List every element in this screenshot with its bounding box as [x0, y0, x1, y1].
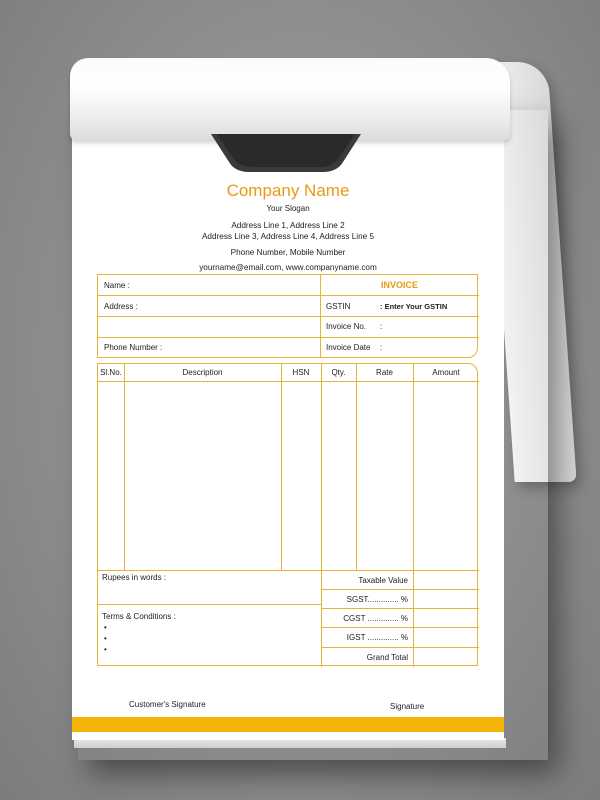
invoice-date-separator: :: [380, 343, 383, 352]
column-divider: [321, 364, 322, 667]
column-header-description: Description: [182, 368, 223, 377]
gstin-label: GSTIN: [326, 302, 351, 311]
phone-line: Phone Number, Mobile Number: [230, 248, 346, 257]
column-divider: [281, 364, 282, 570]
info-row-line: [98, 295, 320, 296]
sgst-label: SGST.............. %: [346, 595, 408, 604]
invoice-date-label: Invoice Date: [326, 343, 371, 352]
phone-label: Phone Number :: [104, 343, 163, 352]
invoice-no-separator: :: [380, 322, 383, 331]
invoice-title: INVOICE: [380, 280, 418, 290]
terms-bullet: •: [104, 645, 107, 654]
cgst-label: CGST .............. %: [343, 614, 408, 623]
column-header-qty: Qty.: [331, 368, 346, 377]
address-line-1: Address Line 1, Address Line 2: [231, 221, 345, 230]
taxable-value-label: Taxable Value: [358, 576, 408, 585]
info-row-line: [98, 316, 320, 317]
contact-line: yourname@email.com, www.companyname.com: [199, 263, 377, 272]
name-label: Name :: [104, 281, 130, 290]
gstin-value: : Enter Your GSTIN: [380, 302, 448, 311]
company-slogan: Your Slogan: [266, 204, 310, 213]
igst-label: IGST .............. %: [346, 633, 408, 642]
column-header-amount: Amount: [432, 368, 460, 377]
section-divider: [98, 604, 321, 605]
totals-row-line: [321, 608, 479, 609]
totals-row-line: [321, 589, 479, 590]
info-row-line: [320, 337, 479, 338]
grand-total-label: Grand Total: [366, 653, 408, 662]
totals-row-line: [321, 647, 479, 648]
column-header-rate: Rate: [376, 368, 393, 377]
terms-bullet: •: [104, 634, 107, 643]
column-divider: [356, 364, 357, 570]
company-name: Company Name: [226, 181, 350, 200]
column-divider: [413, 364, 414, 667]
rupees-in-words-label: Rupees in words :: [102, 573, 167, 582]
column-divider: [124, 364, 125, 570]
footer-accent-bar: [72, 717, 504, 732]
column-header-slno: Sl.No.: [100, 368, 122, 377]
company-header: [72, 180, 504, 273]
table-header-line: [98, 381, 479, 382]
info-box: [97, 274, 478, 358]
terms-bullet: •: [104, 623, 107, 632]
totals-row-line: [321, 627, 479, 628]
info-row-line: [98, 337, 320, 338]
address-label: Address :: [104, 302, 138, 311]
info-row-line: [320, 295, 479, 296]
invoice-no-label: Invoice No.: [326, 322, 367, 331]
authorized-signature-label: Signature: [390, 702, 425, 711]
address-line-2: Address Line 3, Address Line 4, Address Line 5: [201, 232, 375, 241]
terms-label: Terms & Conditions :: [102, 612, 176, 621]
column-header-hsn: HSN: [292, 368, 310, 377]
info-row-line: [320, 316, 479, 317]
items-table: [97, 363, 478, 666]
totals-top-line: [98, 570, 479, 571]
page-roll: [70, 58, 510, 140]
customer-signature-label: Customer's Signature: [129, 700, 206, 709]
address-block: [72, 220, 504, 242]
binding-notch: [211, 134, 361, 174]
